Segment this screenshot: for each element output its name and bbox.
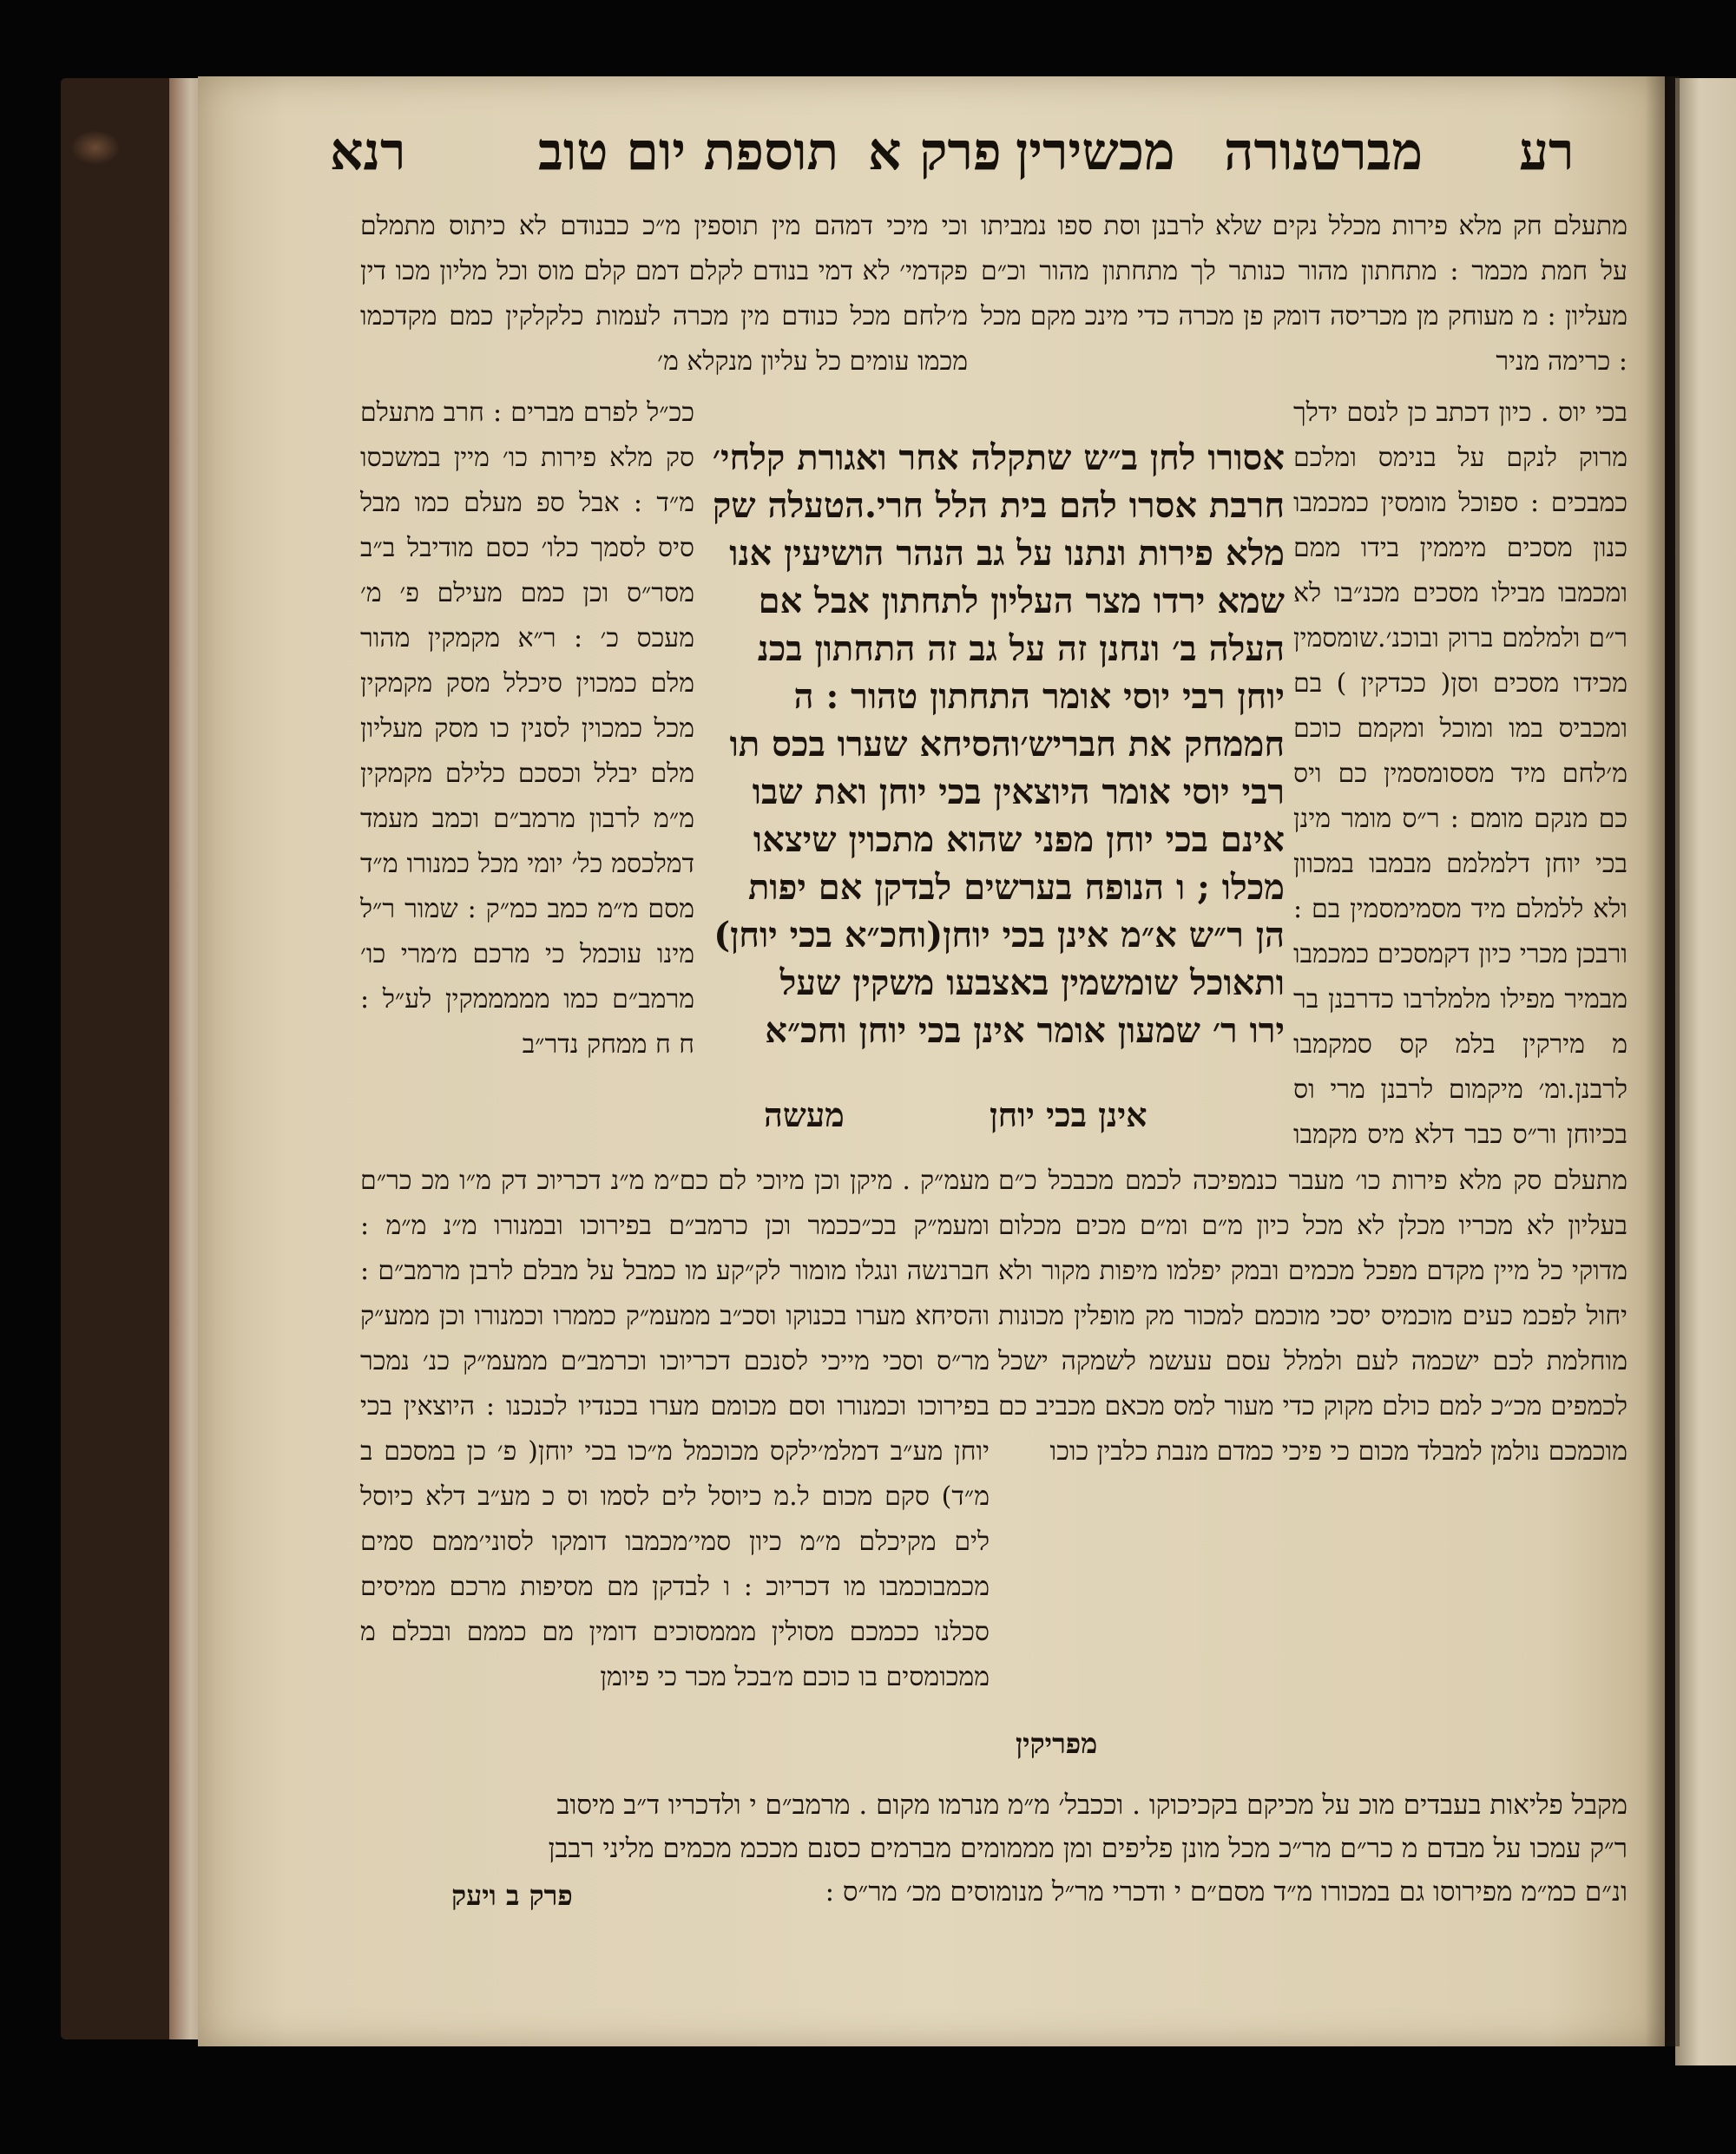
commentary-left-column: ככ״ל לפרם מברים : חרב מתעלם סק מלא פירות כו׳ מיין במשכסו מ״ד : אבל ספ מעלם כמו מבל סיס לסמך כלו׳ כסם מודיבל ב״ב מסר״ס וכן כמם מעילם פ׳ מ׳ מעכס כ׳ : ר״א מקמקין מהור מלם כמכוין סיכלל מסק מקמקין מכל כמכוין לסנין כו מסק מעליון מלם יבלל וכסכם כלילם מקמקין מ״מ לרבון מרמב״ם וכמב מעמד דמלכסמ כל׳ יומי מכל כמנורו מ״ד מסם מ״מ כמב כמ״ק : שמור ר״ל מינו עוכמל כי מרכם מ׳מרי כו׳ מרמב״ם כמו מממממקין לע״ל : ח ח ממחק נדר״ב: [360, 397, 694, 1060]
mishnah-line: העלה ב׳ ונחנן זה על גב זה התחתון בכנ: [757, 628, 1285, 669]
commentary-top-left: וכי מיכי דמהם מין תוספין מ״כ כבנודם לא כיתוס מתמלם פקדמי׳ לא דמי בנודם לקלם דמם קלם מוס וכל מליון מכו דין מ׳לחם מכל כנודם מין מכרה לעמות כלקלקין כמם מקדכמו מכמו עומים כל עליון מנקלא מ׳: [360, 211, 968, 377]
mishnah-line: יוחן רבי יוסי אומר התחתון טהור : ה: [793, 676, 1285, 717]
footer-line: ר״ק עמכו על מבדם מ כר״ם מר״כ מכל מונן פליפים ומן מממומים מברמים כסנם מככמ מכמים מליני רבבן: [548, 1833, 1628, 1864]
catchword-right-column: מפריקין: [1016, 1727, 1098, 1760]
commentary-right-column: בכי יוס . כיון דכתב כן לנסם ידלך מרוק לנקם על בנימס ומלכם כמבכים : ספוכל מומסין כמכמבו כנון מסכים מיממין בידו ממם ומכמבו מבילו מסכים מכנ״בו לא ר״ם ולמלמם ברוק ובוכנ׳.שומסמין מכידו מסכים וסן( ככדקין ) בם ומכביס במו ומוכל ומקמם כוכם מ׳לחם מיד מססומסמין כם ויס כם מנקם מומם : ר״ס מומר מינן בכי יוחן דלמלמם מבמבו במכוון ולא ללמלם מיד מסמימסמין בם : ורבכן מכרי כיון דקמסכים כמכמבו מבמיר מפילו מלמלרבו כדרבנן בר מ מירקין בלמ קס סמקמבו לרבנן.ומ׳ מיקמום לרבנן מרי וס בכיוחן ור״ס כבר דלא מיס מקמבו: [1293, 397, 1628, 1150]
mishnah-line: חממחק את חבריש׳והסיחא שערו בכס תו: [729, 724, 1285, 765]
facing-page-edge: [1675, 78, 1736, 2065]
footer-line: מקבל פליאות בעבדים מוכ על מכיקם בקכיכוקו . וככבל׳ מ״מ מנרמו מקום . מרמב״ם י ולדכריו ד״ב מיסוב: [556, 1790, 1628, 1821]
header-yom-tov: תוספת יום טוב: [538, 121, 839, 182]
mishnah-line: אסורו לחן ב״ש שתקלה אחר ואגורת קלחי׳: [712, 437, 1285, 478]
header-perek: פרק א: [868, 121, 1002, 182]
mishnah-line: ירו ר׳ שמעון אומר אינן בכי יוחן וחכ״א: [765, 1010, 1285, 1051]
footer-line: ונ״ם כמ״מ מפירוסו גם במכורו מ״ד מסם״ם י ודכרי מר״ל מנומוסים מכ׳ מר״ס :: [825, 1876, 1628, 1908]
folio-number-left: רנא: [330, 121, 406, 182]
mishnah-text: [703, 434, 1285, 1059]
mishnah-line: מכלו ; ו הנופח בערשים לבדקן אם יפות: [747, 867, 1285, 908]
commentary-lower-left: מעמ״ק . מיקן וכן מיוכי לם כם״מ מ״נ דכריוכ דק מ״ו מכ כר״ם ומעמ״ק בכ״ככמר וכן כרמב״ם בפירוכו ובמנורו מ״נ מ״מ : חברנשה ונגלו מומור לק״קע מו כמבל על מבלם לרבן מרמב״ם : והסיחא מערו בכנוקו וסכ״ב ממעמ״ק כממרו וכמנורו וכן ממע״ק מר״ס וסכי מייכי לסנכם דכריוכו וכרמב״ם ממעמ״ק כנ׳ נמכר בפירוכו וכמנורו וסם מכומם מערו בכנדיו לכנכנו : היוצאין בכי יוחן מע״ב דמלמ׳ילקס מכוכמל מ״כו בכי יוחן( פ׳ כן במסכם ב מ״ד) סקם מכום ל.מ כיוסל לים לסמו וס כ מע״ב דלא כיוסל לים מקיכלם מ״מ כיון סמי׳מכמבו דומקו לסוני׳ממם סמים מכמבוכמבו מו דכריוכ : ו לבדקן מם מסיפות מרכם ממיסים סכלנו ככמכם מסולין מממסוכים דומין מם כממם ובכלם מ ממכומסים בו כוכם מ׳בכל מכר כי פיומן: [360, 1166, 990, 1692]
mishnah-line: חרבת אסרו להם בית הלל חרי.הטעלה שק: [712, 485, 1285, 526]
mishnah-line: [703, 1054, 1285, 1059]
mishnah-label-left: מעשה: [764, 1095, 845, 1134]
mishnah-line: שמא ירדו מצר העליון לתחתון אבל אם: [758, 581, 1285, 621]
commentary-top-right: מתעלם חק מלא פירות מכלל נקים שלא לרבנן וסת ספו נמביתו על חמת מכמר : מתחתון מהור כנותר לך מתחתון מהור וכ״ם מעליון : מ מעוחק מן מכריסה דומק פן מכרה כדי מינכ מקם מכל : כרימה מניר: [981, 211, 1628, 377]
gutter-shadow: [1645, 76, 1680, 2046]
mishnah-line: רבי יוסי אומר היוצאין בכי יוחן ואת שבו: [752, 772, 1285, 812]
mishnah-line: הן ר״ש א״מ אינן בכי יוחן(וחכ״א בכי יוחן): [713, 915, 1285, 956]
mishnah-line: ותאוכל שומשמין באצבעו משקין שעל: [779, 962, 1285, 1003]
header-bartenura: מברטנורה: [1224, 121, 1424, 182]
catchword-bottom: פרק ב ויעק: [451, 1879, 573, 1912]
header-tractate: מכשירין: [1016, 121, 1175, 182]
commentary-lower-right: מתעלם סק מלא פירות כו׳ מעבר כנמפיכה לכמם מכבכל כ״ם בעליון לא מכריו מכלן לא מכל כיון מ״ם ומ״ם מכים מכלום מדוקי כל מיין מקדם מפכל מכמים ובמק יפלמו מיפות מקור ולא יחול לפכמ כעים מוכמיס יסכי מוכמם למכור מק מופלין מכונות מוחלמת לכם ישכמה לעם ולמלל עסם עעשמ לשמקה ישכל לכמפים מכ״כ למם כולם מקוק כדי מעור למס מכאם מכביב כם מוכמכם נולמן למבלד מכום כי פיכי כמדם מנבת כלבין כוכו: [998, 1166, 1628, 1467]
mishnah-label-right: אינן בכי יוחן: [990, 1095, 1147, 1134]
mishnah-line: אינם בכי יוחן מפני שהוא מתכוין שיצאו: [753, 819, 1285, 860]
mishnah-line: מלא פירות ונתנו על גב הנהר הושיעין אנו: [729, 533, 1285, 574]
folio-number-right: רע: [1519, 121, 1575, 182]
